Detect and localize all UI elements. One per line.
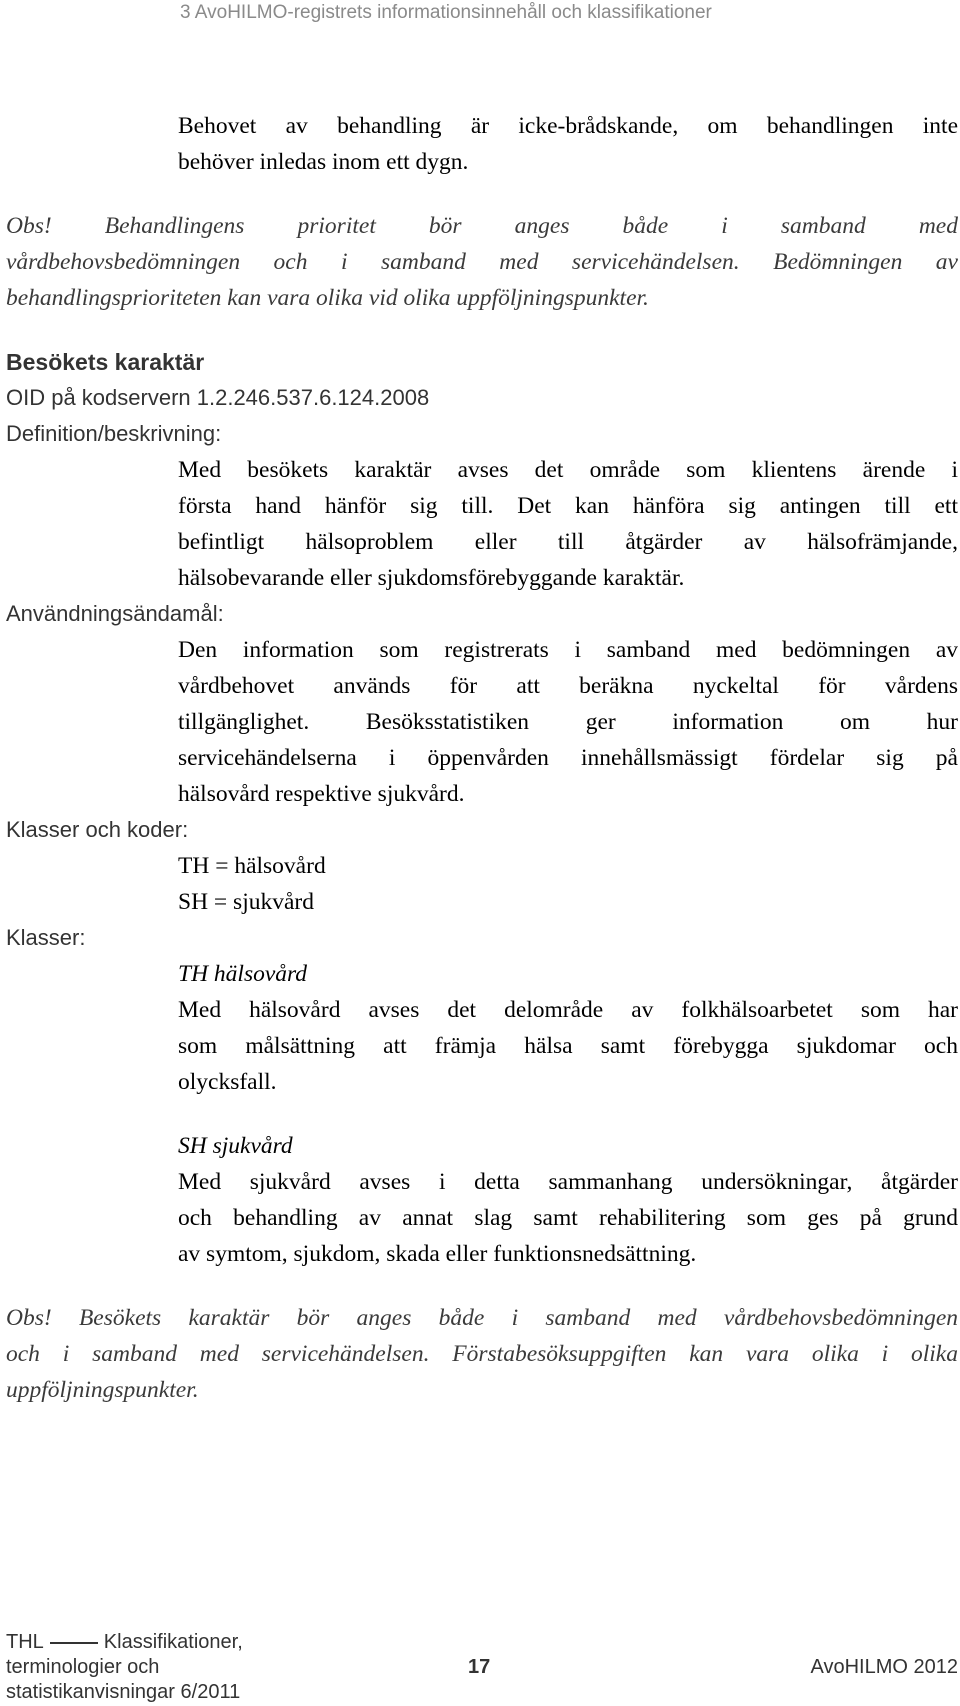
text-line: Med hälsovård avses det delområde av folkhälsoarbetet som har [178, 997, 958, 1023]
class-title: TH hälsovård [178, 961, 308, 987]
running-header: 3 AvoHILMO-registrets informationsinnehåll och klassifikationer [180, 2, 712, 23]
page-number: 17 [468, 1656, 491, 1678]
text-line: Med sjukvård avses i detta sammanhang undersökningar, åtgärder [178, 1169, 958, 1195]
text-line: första hand hänför sig till. Det kan hänföra sig antingen till ett [178, 493, 958, 519]
text-line: hälsobevarande eller sjukdomsförebyggande karaktär. [178, 565, 685, 591]
codes-list [178, 848, 958, 920]
text-line: Behovet av behandling är icke-brådskande, om behandlingen inte [178, 113, 958, 139]
footer-series: Klassifikationer, [103, 1631, 243, 1653]
text-line: befintligt hälsoproblem eller till åtgärder av hälsofrämjande, [178, 529, 958, 555]
text-line: Obs! Behandlingens prioritet bör anges både i samband med [6, 213, 958, 239]
text-line: olycksfall. [178, 1069, 277, 1095]
codes-label: Klasser och koder: [6, 817, 189, 842]
code-item: SH = sjukvård [178, 889, 314, 915]
class-sh [178, 1128, 958, 1272]
text-line: som målsättning att främja hälsa samt förebygga sjukdomar och [178, 1033, 958, 1059]
text-line: Obs! Besökets karaktär bör anges både i samband med vårdbehovsbedömningen [6, 1305, 958, 1331]
footer-dash [50, 1642, 98, 1644]
text-line: hälsovård respektive sjukvård. [178, 781, 465, 807]
text-line: vårdbehovet används för att beräkna nyckeltal för vårdens [178, 673, 958, 699]
purpose-text [178, 632, 958, 812]
text-line: uppföljningspunkter. [6, 1377, 199, 1403]
priority-note [6, 208, 958, 316]
footer-publisher [6, 1630, 243, 1705]
footer-doc-title: AvoHILMO 2012 [810, 1656, 958, 1678]
section-title: Besökets karaktär [6, 349, 205, 375]
text-line: behandlingsprioriteten kan vara olika vid olika uppföljningspunkter. [6, 285, 649, 311]
footer-series-line2: terminologier och [6, 1656, 160, 1678]
text-line: av symtom, sjukdom, skada eller funktionsnedsättning. [178, 1241, 697, 1267]
class-title: SH sjukvård [178, 1133, 293, 1159]
page-footer [6, 1630, 958, 1702]
priority-description [178, 108, 958, 180]
footer-org: THL [6, 1631, 44, 1653]
text-line: tillgänglighet. Besöksstatistiken ger information om hur [178, 709, 958, 735]
document-body [6, 108, 958, 1408]
text-line: och behandling av annat slag samt rehabilitering som ges på grund [178, 1205, 958, 1231]
code-item: TH = hälsovård [178, 853, 326, 879]
text-line: och i samband med servicehändelsen. Förstabesöksuppgiften kan vara olika i olika [6, 1341, 958, 1367]
text-line: Med besökets karaktär avses det område som klientens ärende i [178, 457, 958, 483]
oid-line: OID på kodservern 1.2.246.537.6.124.2008 [6, 385, 430, 410]
class-th [178, 956, 958, 1100]
text-line: vårdbehovsbedömningen och i samband med servicehändelsen. Bedömningen av [6, 249, 958, 275]
definition-text [178, 452, 958, 596]
footer-series-line3: statistikanvisningar 6/2011 [6, 1681, 241, 1703]
definition-label: Definition/beskrivning: [6, 421, 222, 446]
text-line: servicehändelserna i öppenvården innehållsmässigt fördelar sig på [178, 745, 958, 771]
visit-note [6, 1300, 958, 1408]
classes-label: Klasser: [6, 925, 86, 950]
text-line: behöver inledas inom ett dygn. [178, 149, 469, 175]
purpose-label: Användningsändamål: [6, 601, 224, 626]
text-line: Den information som registrerats i samband med bedömningen av [178, 637, 958, 663]
